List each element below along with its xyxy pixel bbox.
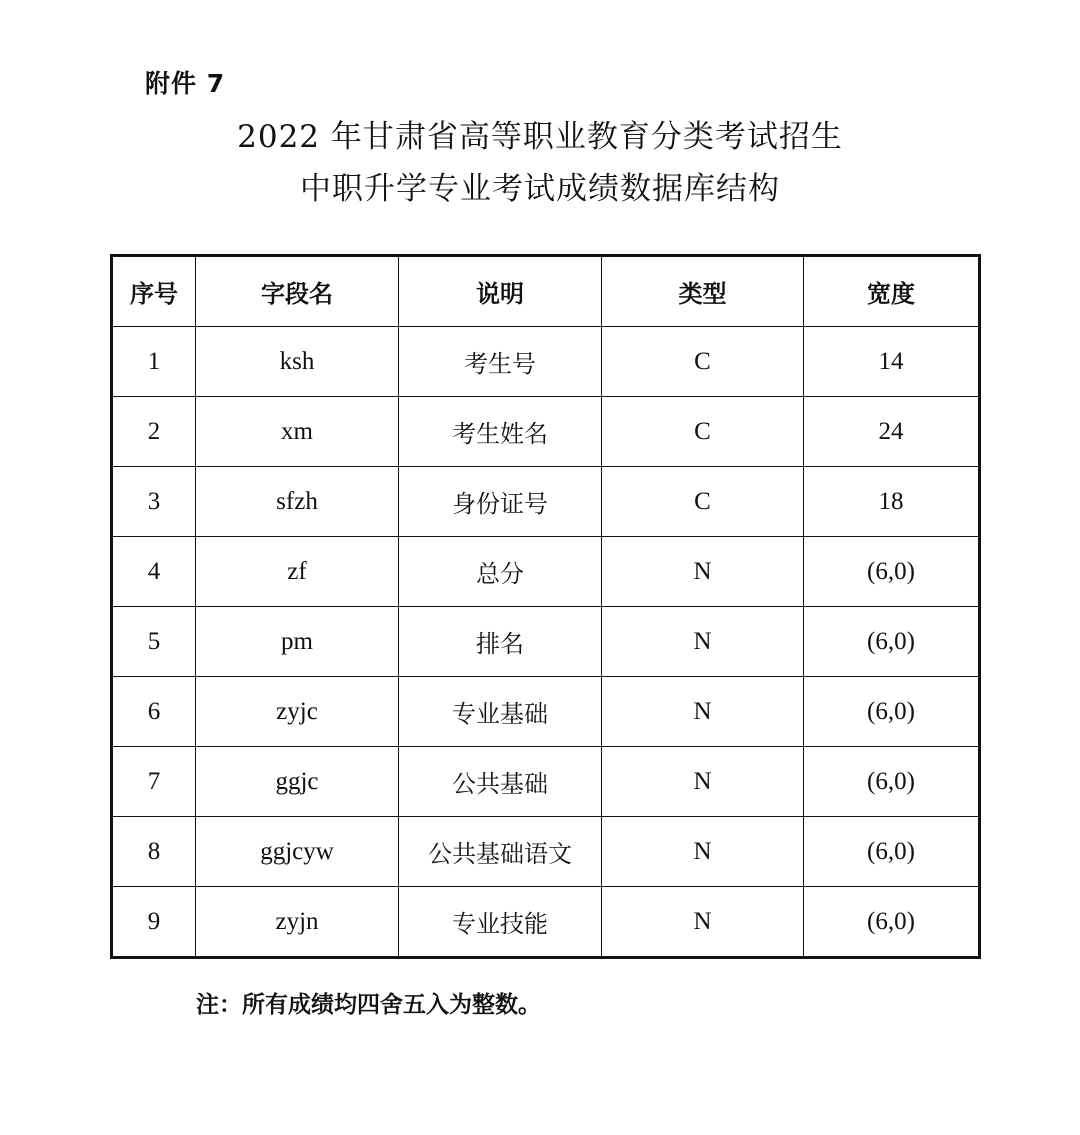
cell-type: N <box>602 677 804 747</box>
table-row <box>112 467 980 537</box>
attachment-label: 附件 7 <box>145 69 226 98</box>
header-width: 宽度 <box>804 256 980 327</box>
header-type: 类型 <box>602 256 804 327</box>
cell-description: 考生号 <box>399 327 602 397</box>
cell-index: 2 <box>112 397 196 467</box>
table-row <box>112 887 980 958</box>
table-row <box>112 747 980 817</box>
cell-type: C <box>602 327 804 397</box>
cell-width: 14 <box>804 327 980 397</box>
cell-description: 专业技能 <box>399 887 602 958</box>
cell-index: 6 <box>112 677 196 747</box>
footnote: 注：所有成绩均四舍五入为整数。 <box>196 992 541 1018</box>
table-row <box>112 607 980 677</box>
cell-index: 7 <box>112 747 196 817</box>
table-row <box>112 397 980 467</box>
cell-index: 9 <box>112 887 196 958</box>
table-row <box>112 677 980 747</box>
cell-width: (6,0) <box>804 817 980 887</box>
cell-field-name: ggjcyw <box>196 817 399 887</box>
cell-width: (6,0) <box>804 677 980 747</box>
header-field-name: 字段名 <box>196 256 399 327</box>
cell-width: (6,0) <box>804 747 980 817</box>
cell-type: N <box>602 887 804 958</box>
cell-type: C <box>602 397 804 467</box>
cell-description: 公共基础 <box>399 747 602 817</box>
cell-width: (6,0) <box>804 887 980 958</box>
table-row <box>112 817 980 887</box>
cell-type: N <box>602 817 804 887</box>
cell-field-name: xm <box>196 397 399 467</box>
cell-field-name: pm <box>196 607 399 677</box>
cell-width: (6,0) <box>804 537 980 607</box>
cell-description: 公共基础语文 <box>399 817 602 887</box>
cell-type: N <box>602 537 804 607</box>
cell-description: 身份证号 <box>399 467 602 537</box>
header-index: 序号 <box>112 256 196 327</box>
cell-field-name: zf <box>196 537 399 607</box>
cell-type: N <box>602 607 804 677</box>
cell-index: 5 <box>112 607 196 677</box>
cell-description: 排名 <box>399 607 602 677</box>
cell-width: (6,0) <box>804 607 980 677</box>
cell-index: 4 <box>112 537 196 607</box>
header-description: 说明 <box>399 256 602 327</box>
cell-index: 1 <box>112 327 196 397</box>
cell-description: 总分 <box>399 537 602 607</box>
table-row <box>112 537 980 607</box>
cell-field-name: zyjn <box>196 887 399 958</box>
cell-index: 3 <box>112 467 196 537</box>
cell-field-name: zyjc <box>196 677 399 747</box>
cell-type: N <box>602 747 804 817</box>
cell-type: C <box>602 467 804 537</box>
cell-index: 8 <box>112 817 196 887</box>
table-header-row <box>112 256 980 327</box>
cell-description: 考生姓名 <box>399 397 602 467</box>
cell-field-name: ksh <box>196 327 399 397</box>
document-title-line-1: 2022 年甘肃省高等职业教育分类考试招生 <box>237 119 843 155</box>
table-row <box>112 327 980 397</box>
database-structure-table <box>110 254 981 959</box>
cell-field-name: ggjc <box>196 747 399 817</box>
document-title-line-2: 中职升学专业考试成绩数据库结构 <box>300 171 780 207</box>
cell-width: 24 <box>804 397 980 467</box>
cell-field-name: sfzh <box>196 467 399 537</box>
cell-width: 18 <box>804 467 980 537</box>
cell-description: 专业基础 <box>399 677 602 747</box>
